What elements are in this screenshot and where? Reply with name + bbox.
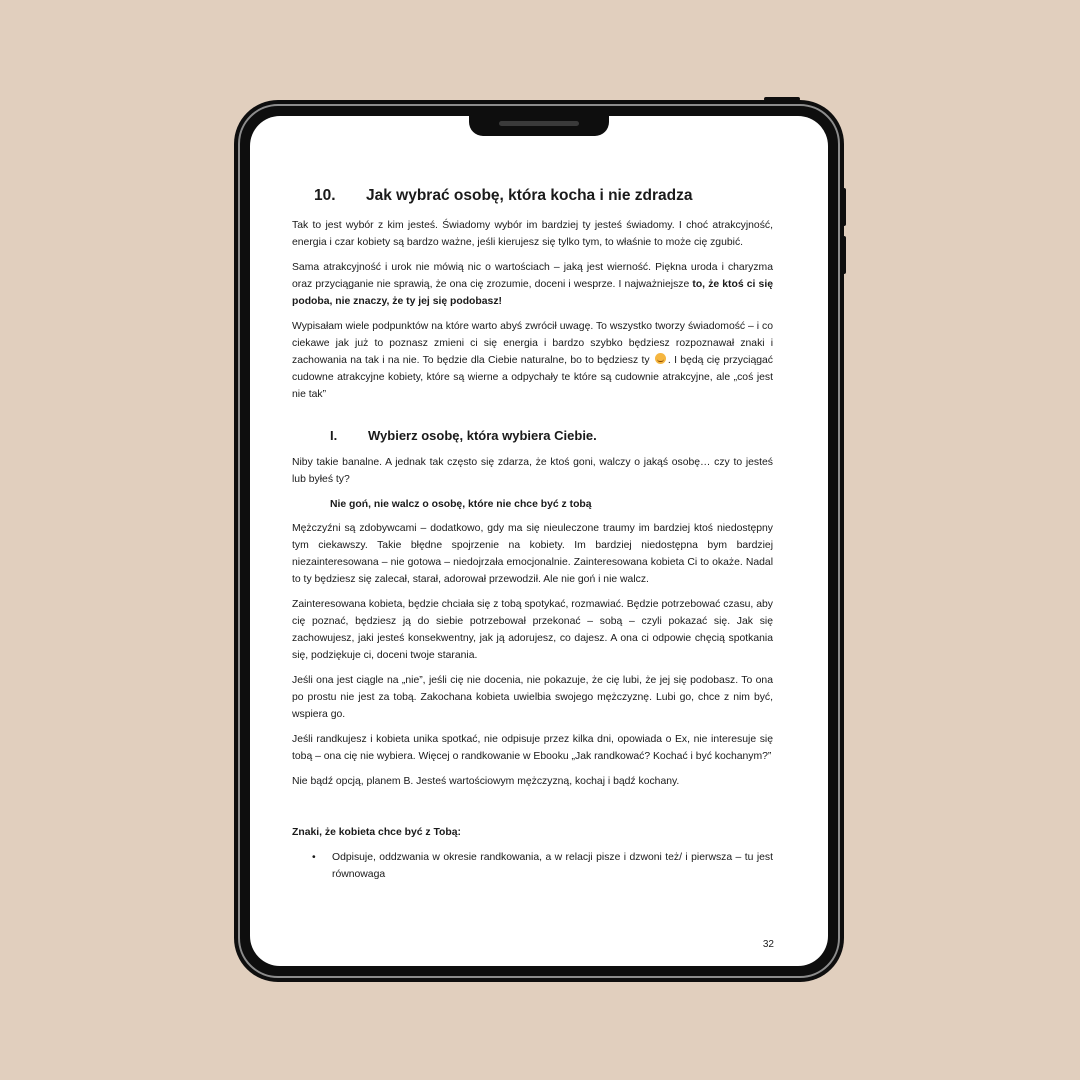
paragraph-5: Mężczyźni są zdobywcami – dodatkowo, gdy ma się nieuleczone traumy im bardziej ktoś niedostępny tym ciekawszy. Takie błędne spojrzenie na kobiety. Im bardziej niedostępna bym bardziej niezainteresowana – nie gotowa – niedojrzała emocjonalnie. Zainteresowana kobieta Ci to okaże. Nadal to ty będziesz się zalecał, starał, adorował przewodził. Ale nie goń i nie walcz. [292, 523, 773, 585]
paragraph-1: Tak to jest wybór z kim jesteś. Świadomy wybór im bardziej ty jesteś świadomy. I choć atrakcyjność, energia i czar kobiety są bardzo ważne, jeśli kierujesz się tylko tym, to właśnie to może cię zgubić. [292, 220, 773, 248]
tablet-frame [234, 100, 844, 982]
paragraph-3 [292, 318, 773, 403]
paragraph-2 [292, 259, 773, 310]
bullet-marker: • [312, 852, 316, 863]
paragraph-3-text-a: Wypisałam wiele podpunktów na które warto abyś zwrócił uwagę. To wszystko tworzy świadomość – i co ciekawe jak już to poznasz zmieni ci się energia i bardzo szybko będziesz rozpoznawał znaki i zachowania na tak i na nie. To będzie dla Ciebie naturalne, bo to będziesz ty [292, 321, 773, 366]
paragraph-3-text-b: . I będą cię przyciągać cudowne atrakcyjne kobiety, które są wierne a odpychały te które są cudownie atrakcyjne, ale „coś jest nie tak” [292, 355, 774, 400]
paragraph-6: Zainteresowana kobieta, będzie chciała się z tobą spotykać, rozmawiać. Będzie potrzebować czasu, aby cię poznać, będziesz ją do siebie potrzebował przekonać – sobą – czyli pokazać się. Jak się zachowujesz, jaki jesteś konsekwentny, jak ją adorujesz, co dajesz. A ona ci odpowie chęcią spotkania się, podziękuje ci, doceni twoje starania. [292, 599, 773, 661]
document-page [292, 186, 773, 883]
bullet-text: Odpisuje, oddzwania w okresie randkowania, a w relacji pisze i dzwoni też/ i pierwsza – tu jest równowaga [332, 852, 773, 880]
section-number: I. [330, 428, 338, 443]
paragraph-9: Nie bądź opcją, planem B. Jesteś wartościowym mężczyzną, kochaj i bądź kochany. [292, 776, 680, 787]
page-number: 32 [762, 939, 774, 950]
tablet-screen [250, 116, 828, 966]
paragraph-2-bold: to, że ktoś ci się podoba, nie znaczy, że ty jej się podobasz! [292, 279, 773, 307]
signs-heading: Znaki, że kobieta chce być z Tobą: [292, 827, 461, 838]
speaker-grille [499, 121, 579, 126]
section-heading [292, 427, 773, 445]
paragraph-7: Jeśli ona jest ciągle na „nie”, jeśli cię nie docenia, nie pokazuje, że cię lubi, że jej się podobasz. To ona po prostu nie jest za tobą. Zakochana kobieta uwielbia swojego mężczyznę. Lubi go, chce z nim być, wspiera go. [292, 675, 773, 720]
paragraph-2-text: Sama atrakcyjność i urok nie mówią nic o wartościach – jaką jest wierność. Piękna uroda i charyzma oraz przyciąganie nie sprawią, że ona cię zrozumie, doceni i wesprze. I najważniejsze [292, 262, 773, 290]
section-title: Wybierz osobę, która wybiera Ciebie. [368, 428, 597, 443]
camera-notch [469, 116, 609, 136]
paragraph-8: Jeśli randkujesz i kobieta unika spotkać, nie odpisuje przez kilka dni, opowiada o Ex, nie interesuje się tobą – ona cię nie wybiera. Więcej o randkowanie w Ebooku „Jak randkować? Kochać i być kochanym?” [292, 734, 773, 762]
list-item [292, 849, 773, 883]
chapter-title: Jak wybrać osobę, która kocha i nie zdradza [366, 187, 693, 204]
chapter-number: 10. [314, 187, 336, 204]
smiley-emoji-icon [655, 353, 666, 364]
subheading: Nie goń, nie walcz o osobę, które nie chce być z tobą [330, 499, 592, 510]
paragraph-4: Niby takie banalne. A jednak tak często się zdarza, że ktoś goni, walczy o jakąś osobę… czy to jesteś lub byłeś ty? [292, 457, 773, 485]
chapter-heading [292, 186, 773, 206]
